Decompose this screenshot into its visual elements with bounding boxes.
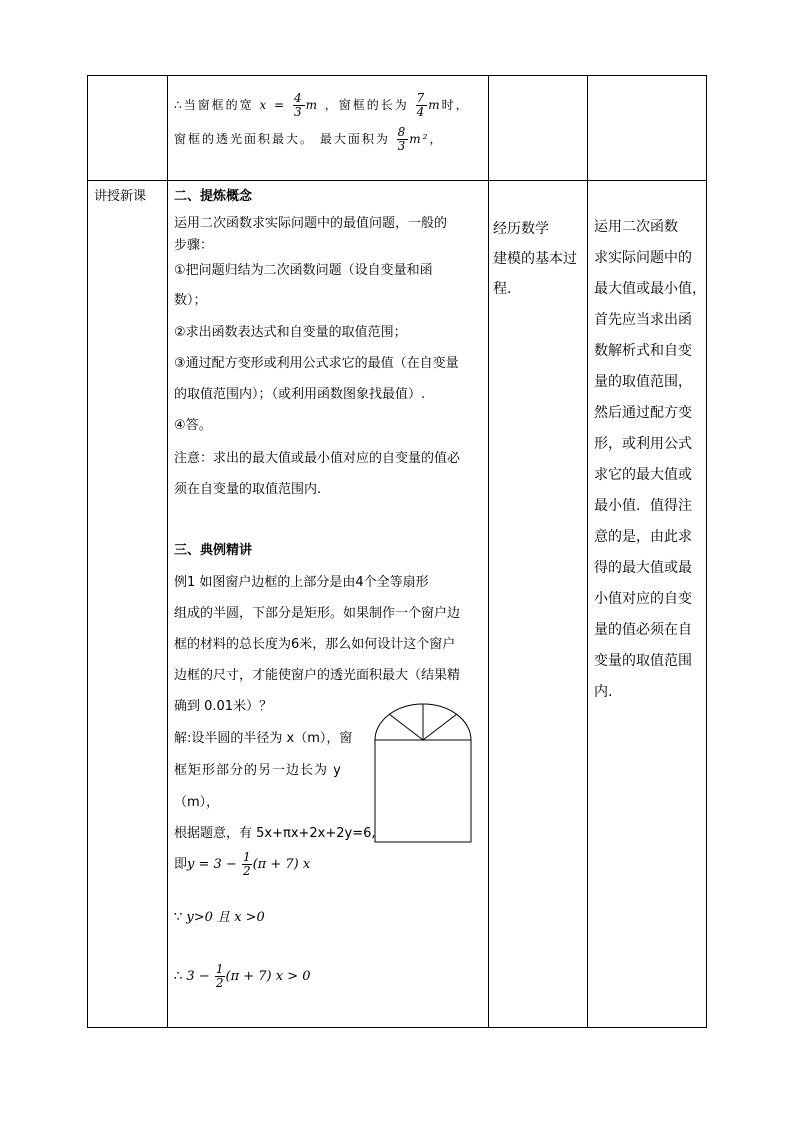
concept-line: ④答。 (174, 418, 212, 433)
math: y>0 且 x >0 (186, 910, 265, 925)
numerator: 1 (242, 850, 251, 864)
intent-line: 数解析式和自变 (594, 343, 692, 359)
fraction (215, 963, 225, 990)
concept-line: 数）； (174, 293, 207, 308)
text: ， (429, 132, 444, 146)
text: ∴当窗框的宽 (174, 98, 254, 112)
table-right-border (706, 75, 707, 1028)
unit: m² (409, 132, 430, 146)
activity-line: 经历数学 (493, 221, 549, 237)
condition-line (174, 910, 265, 926)
solution-line: （m）， (174, 795, 220, 810)
numerator: 1 (215, 962, 224, 976)
intent-line: 首先应当求出函 (594, 312, 692, 328)
concept-line: ②求出函数表达式和自变量的取值范围； (174, 325, 407, 340)
denominator: 3 (293, 105, 304, 119)
fraction (293, 92, 305, 119)
denominator: 4 (416, 105, 427, 119)
fraction (242, 851, 252, 878)
intent-line: 意的是，由此求 (594, 529, 692, 545)
conclusion-line-1 (174, 92, 470, 119)
text: ，窗框的长为 (324, 98, 409, 112)
concept-line: 注意：求出的最大值或最小值对应的自变量的值必 (174, 451, 461, 466)
activity-line: 程. (493, 281, 512, 297)
numerator: 8 (397, 125, 408, 139)
sector-radius (423, 714, 457, 740)
numerator: 4 (293, 91, 304, 105)
intent-line: 得的最大值或最 (594, 560, 692, 576)
concept-line: 须在自变量的取值范围内. (174, 482, 322, 497)
fraction (416, 92, 428, 119)
column-divider (587, 75, 588, 1028)
unit: m (428, 98, 442, 112)
intent-line: 最小值．值得注 (594, 498, 692, 514)
row-divider (87, 180, 707, 181)
numerator: 7 (416, 91, 427, 105)
fraction (397, 126, 409, 153)
intent-line: 变量的取值范围 (594, 653, 692, 669)
intent-line: 量的值必须在自 (594, 622, 692, 638)
example-line: 例1 如图窗户边框的上部分是由4个全等扇形 (174, 575, 429, 590)
section-2-title: 二、提炼概念 (174, 189, 253, 204)
section-3-title: 三、典例精讲 (174, 543, 253, 558)
intent-line: 然后通过配方变 (594, 405, 692, 421)
column-divider (167, 75, 168, 1028)
rectangle-part (375, 740, 471, 842)
sector-radius (389, 714, 423, 740)
stage-label: 讲授新课 (94, 189, 147, 204)
intent-line: 最大值或最小值， (594, 281, 706, 297)
concept-line: ①把问题归结为二次函数问题（设自变量和函 (174, 263, 433, 278)
text: 时， (441, 98, 470, 112)
intent-line: 求它的最大值或 (594, 467, 692, 483)
example-line: 组成的半圆，下部分是矩形。如果制作一个窗户边 (174, 606, 461, 621)
therefore-symbol: ∴ (174, 969, 183, 984)
conclusion-line-2 (174, 126, 444, 153)
intent-line: 求实际问题中的 (594, 250, 692, 266)
activity-line: 建模的基本过 (493, 251, 577, 267)
example-line: 框的材料的总长度为6米，那么如何设计这个窗户 (174, 637, 456, 652)
concept-line: 步骤： (174, 238, 214, 253)
solution-line: 框矩形部分的另一边长为 y (174, 763, 342, 778)
table-bottom-border (87, 1027, 707, 1028)
math: 3 − (186, 969, 210, 984)
because-symbol: ∵ (174, 910, 183, 925)
denominator: 2 (215, 976, 224, 990)
table-top-border (87, 75, 707, 76)
intent-line: 形，或利用公式 (594, 436, 692, 452)
concept-line: ③通过配方变形或利用公式求它的最值（在自变量 (174, 356, 459, 371)
column-divider (488, 75, 489, 1028)
example-line: 边框的尺寸，才能使窗户的透光面积最大（结果精 (174, 668, 461, 683)
denominator: 2 (242, 864, 251, 878)
intent-line: 小值对应的自变 (594, 591, 692, 607)
design-intent (594, 212, 706, 708)
intent-line: 运用二次函数 (594, 219, 678, 235)
example-line: 确到 0.01米）？ (174, 699, 273, 714)
math: (π + 7) x > 0 (225, 969, 311, 984)
intent-line: 量的取值范围， (594, 374, 692, 390)
solution-line: 解:设半圆的半径为 x（m），窗 (174, 731, 353, 746)
math-x: x = (259, 98, 287, 112)
text: 即 (174, 857, 188, 872)
table-left-border (87, 75, 88, 1028)
student-activity (493, 214, 585, 304)
window-frame-figure (374, 703, 472, 843)
equation-y (174, 850, 310, 880)
math: y = 3 − (187, 857, 237, 872)
text: 窗框的透光面积最大。 最大面积为 (174, 132, 390, 146)
solution-line: 根据题意，有 5x+πx+2x+2y=6, (174, 826, 376, 841)
concept-line: 运用二次函数求实际问题中的最值问题，一般的 (174, 216, 448, 231)
concept-line: 的取值范围内）；（或利用函数图象找最值）. (174, 387, 426, 402)
unit: m (305, 98, 319, 112)
denominator: 3 (397, 139, 408, 153)
inequality (174, 962, 311, 992)
math: (π + 7) x (252, 857, 311, 872)
intent-line: 内. (594, 684, 613, 700)
